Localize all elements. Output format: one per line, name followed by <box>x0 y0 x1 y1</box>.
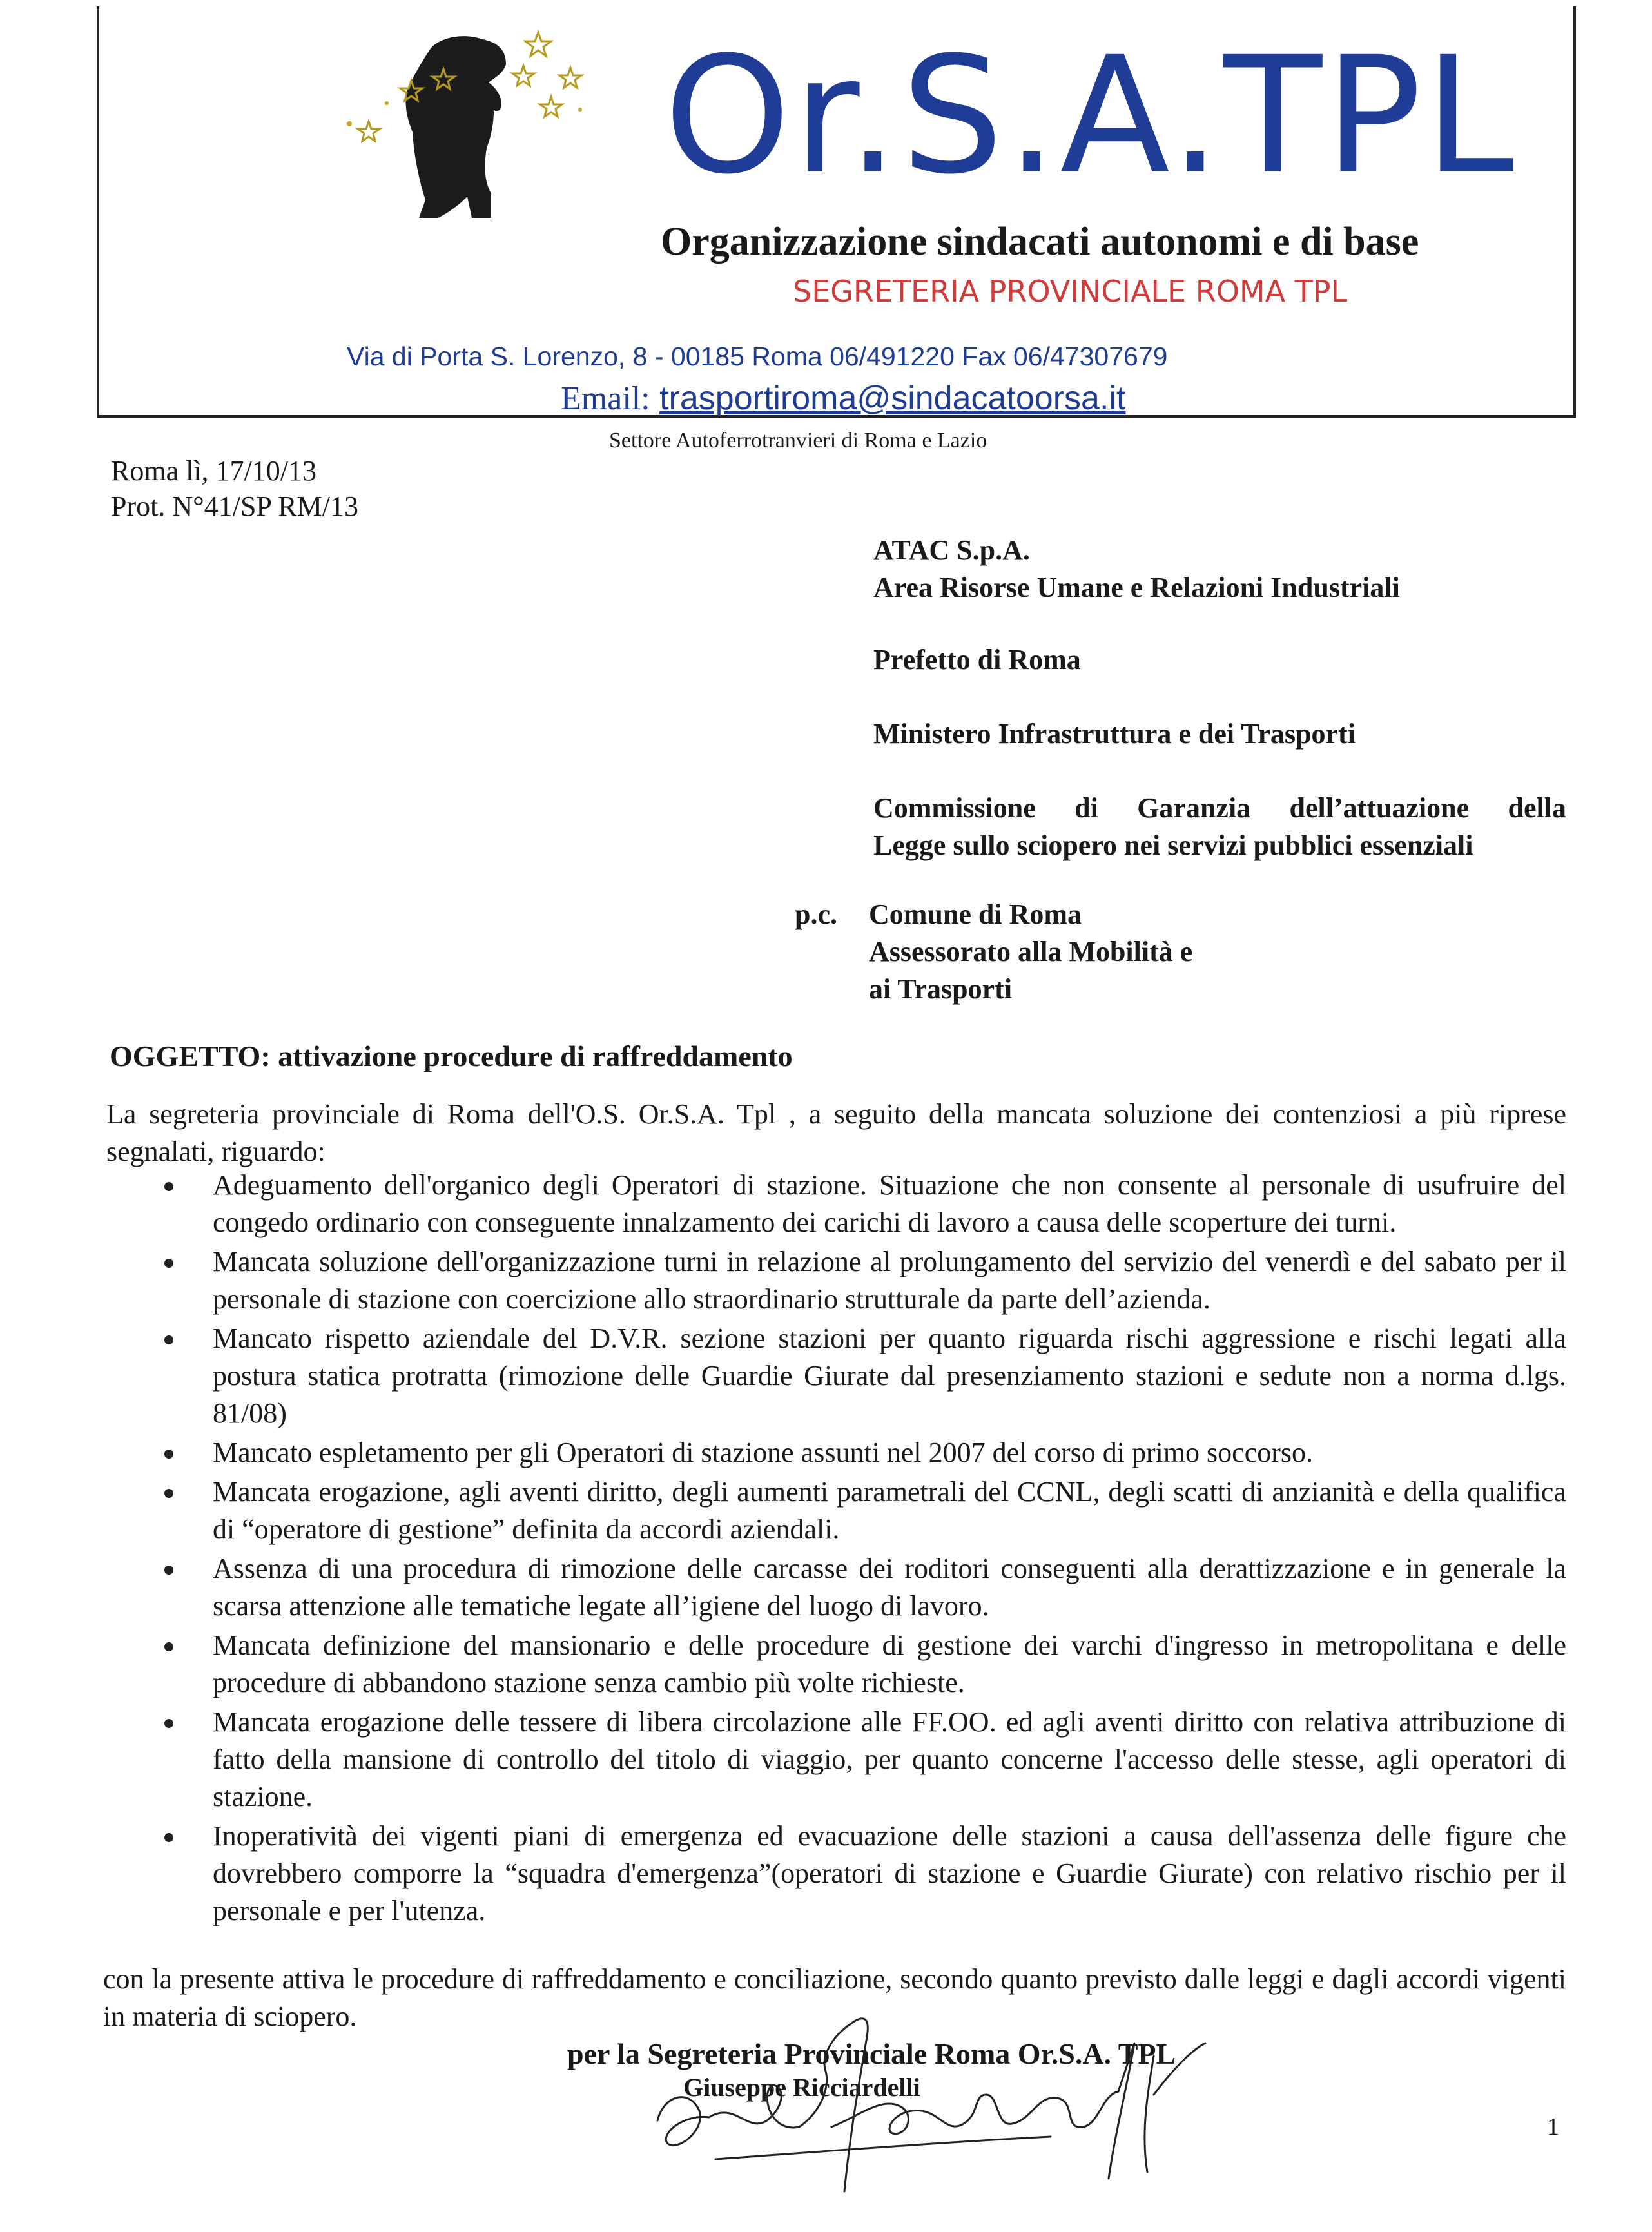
list-item <box>145 1167 1566 1241</box>
email-line <box>561 379 1125 418</box>
bullet-icon <box>164 1259 173 1268</box>
list-item <box>145 1434 1566 1471</box>
logo-title: Or.S.A.TPL <box>664 22 1517 209</box>
bullet-icon <box>164 1719 173 1728</box>
recipient-ministero: Ministero Infrastruttura e dei Trasporti <box>873 718 1356 750</box>
recipient-assessorato: Assessorato alla Mobilità e <box>869 936 1193 967</box>
list-item <box>145 1627 1566 1702</box>
recipient-atac-area: Area Risorse Umane e Relazioni Industriali <box>873 572 1400 603</box>
list-item <box>145 1818 1566 1930</box>
closing-paragraph: con la presente attiva le procedure di raffreddamento e conciliazione, secondo quanto previsto dalle leggi e dagli accordi vigenti in materia di sciopero. <box>103 1963 1566 2032</box>
list-item <box>145 1473 1566 1548</box>
recipient-atac: ATAC S.p.A. <box>873 534 1030 566</box>
contact-address: Via di Porta S. Lorenzo, 8 - 00185 Roma 06/491220 Fax 06/47307679 <box>347 342 1168 371</box>
handwritten-signature <box>638 1998 1231 2211</box>
list-item-text: Mancata soluzione dell'organizzazione turni in relazione al prolungamento del servizio del venerdì e del sabato per il personale di stazione con coercizione allo straordinario strutturale da parte dell’azienda. <box>213 1246 1566 1315</box>
signer-name: Giuseppe Ricciardelli <box>683 2073 920 2102</box>
list-item <box>145 1703 1566 1816</box>
secretariat-title: SEGRETERIA PROVINCIALE ROMA TPL <box>793 274 1348 309</box>
bullet-icon <box>164 1182 173 1191</box>
protocol-number: Prot. N°41/SP RM/13 <box>111 490 358 522</box>
bullet-icon <box>164 1489 173 1498</box>
bullet-icon <box>164 1642 173 1651</box>
email-label: Email: <box>561 380 650 417</box>
list-item-text: Adeguamento dell'organico degli Operatori di stazione. Situazione che non consente al personale di usufruire del congedo ordinario con conseguente innalzamento dei carichi di lavoro a causa delle scoperture dei turni. <box>213 1169 1566 1238</box>
signature-for-line: per la Segreteria Provinciale Roma Or.S.A. TPL <box>567 2037 1176 2070</box>
subject-line: OGGETTO: attivazione procedure di raffreddamento <box>110 1040 793 1072</box>
bullet-icon <box>164 1566 173 1575</box>
bullet-icon <box>164 1833 173 1842</box>
list-item-text: Mancato rispetto aziendale del D.V.R. sezione stazioni per quanto riguarda rischi aggressione e rischi legati alla postura statica protratta (rimozione delle Guardie Giurate dal presenziamento stazioni e sedute non a norma d.lgs. 81/08) <box>213 1323 1566 1429</box>
list-item-text: Mancata erogazione delle tessere di libera circolazione alle FF.OO. ed agli aventi diritto con relativa attribuzione di fatto della mansione di controllo del titolo di viaggio, per quanto concerne l'accesso delle stesse, agli operatori di stazione. <box>213 1706 1566 1812</box>
list-item-text: Mancato espletamento per gli Operatori di stazione assunti nel 2007 del corso di primo soccorso. <box>213 1437 1313 1468</box>
list-item <box>145 1243 1566 1318</box>
recipient-commissione-line2: Legge sullo sciopero nei servizi pubblici essenziali <box>873 830 1473 861</box>
bullet-icon <box>164 1450 173 1459</box>
place-date: Roma lì, 17/10/13 <box>111 455 316 487</box>
recipient-prefetto: Prefetto di Roma <box>873 644 1081 675</box>
recipient-comune: Comune di Roma <box>869 898 1082 930</box>
list-item <box>145 1320 1566 1432</box>
organization-name: Organizzazione sindacati autonomi e di base <box>661 220 1419 264</box>
list-item-text: Inoperatività dei vigenti piani di emergenza ed evacuazione delle stazioni a causa dell'assenza delle figure che dovrebbero comporre la “squadra d'emergenza”(operatori di stazione e Guardie Giurate) con relativo rischio per il personale e per l'utenza. <box>213 1820 1566 1926</box>
recipient-commissione-line1: Commissione di Garanzia dell’attuazione della <box>873 792 1566 824</box>
recipient-assessorato-line2: ai Trasporti <box>869 973 1013 1005</box>
sector-caption: Settore Autoferrotranvieri di Roma e Lazio <box>609 429 987 452</box>
list-item-text: Mancata erogazione, agli aventi diritto, degli aumenti parametrali del CCNL, degli scatti di anzianità e della qualifica di “operatore di gestione” definita da accordi aziendali. <box>213 1476 1566 1545</box>
page-number: 1 <box>1547 2113 1559 2140</box>
bullet-icon <box>164 1335 173 1344</box>
grievance-list <box>145 1167 1566 1932</box>
pc-label: p.c. <box>795 898 837 930</box>
list-item-text: Assenza di una procedura di rimozione delle carcasse dei roditori conseguenti alla derattizzazione e in generale la scarsa attenzione alle tematiche legate all’igiene del luogo di lavoro. <box>213 1553 1566 1622</box>
email-link[interactable]: trasportiroma@sindacatoorsa.it <box>659 380 1126 417</box>
list-item-text: Mancata definizione del mansionario e delle procedure di gestione dei varchi d'ingresso in metropolitana e delle procedure di abbandono stazione senza cambio più volte richieste. <box>213 1629 1566 1698</box>
intro-paragraph: La segreteria provinciale di Roma dell'O.S. Or.S.A. Tpl , a seguito della mancata soluzione dei contenziosi a più riprese segnalati, riguardo: <box>106 1098 1566 1167</box>
bear-with-stars-icon <box>322 13 606 226</box>
list-item <box>145 1550 1566 1625</box>
